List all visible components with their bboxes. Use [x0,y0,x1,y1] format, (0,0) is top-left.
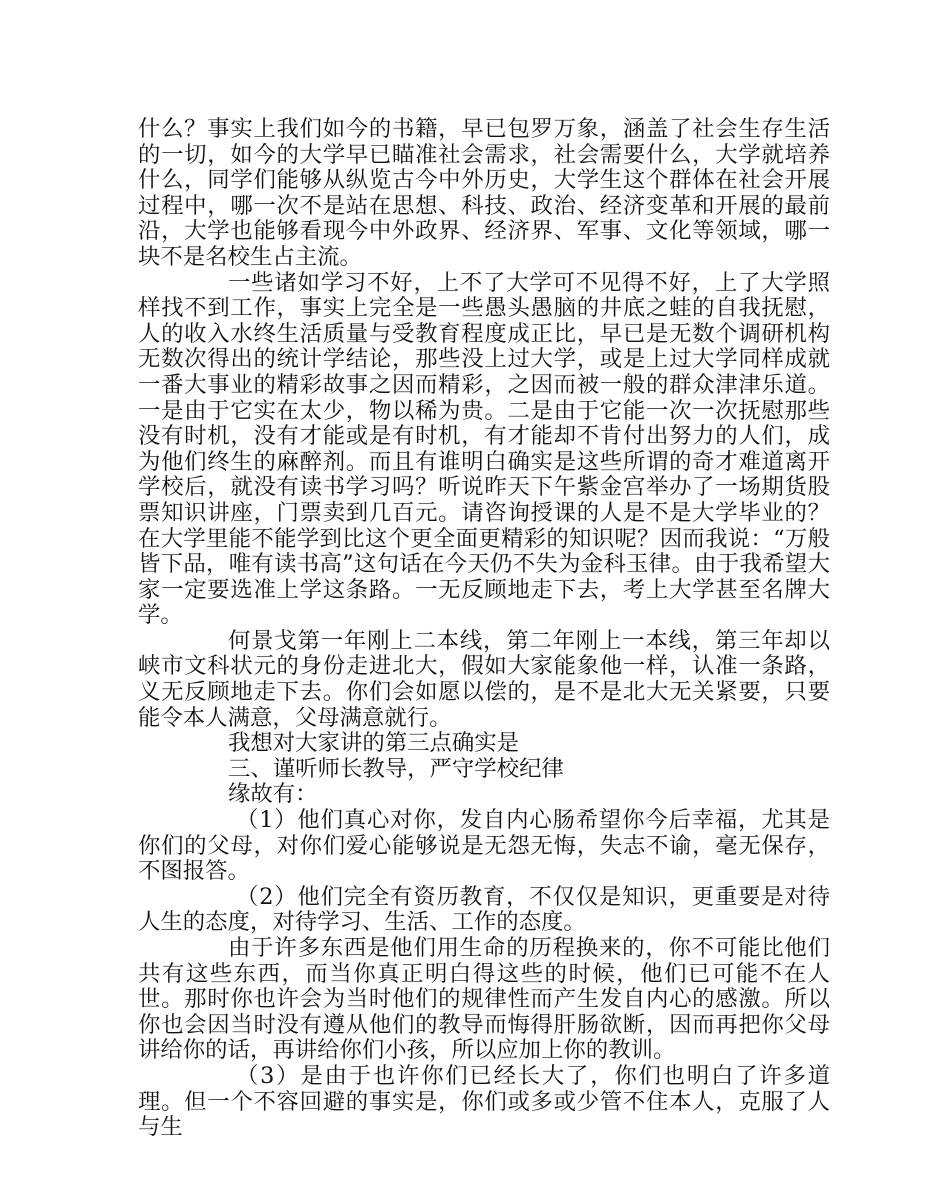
section-heading: 三、谨听师长教导，严守学校纪律 [228,755,564,782]
paragraph-2: 一些诸如学习不好，上不了大学可不见得不好，上了大学照样找不到工作，事实上完全是一些愚头愚脑的井底之蛙的自我抚慰，人的收入水终生活质量与受教育程度成正比，早已是无数个调研机构无数次得出的统计学结论，那些没上过大学，或是上过大学同样成就一番大事业的精彩故事之因而精彩，之因而被一般的群众津津乐道。一是由于它实在太少，物以稀为贵。二是由于它能一次一次抚慰那些没有时机，没有才能或是有时机，有才能却不肯付出努力的人们，成为他们终生的麻醉剂。而且有谁明白确实是这些所谓的奇才难道离开学校后，就没有读书学习吗？听说昨天下午紫金宫举办了一场期货股票知识讲座，门票卖到几百元。请咨询授课的人是不是大学毕业的？在大学里能不能学到比这个更全面更精彩的知识呢？因而我说：“万般皆下品，唯有读书高”这句话在今天仍不失为金科玉律。由于我希望大家一定要选准上学这条路。一无反顾地走下去，考上大学甚至名牌大学。 [138,269,830,629]
paragraph-4: 我想对大家讲的第三点确实是 [228,730,520,757]
document-body [138,117,830,1141]
paragraph-9: 由于许多东西是他们用生命的历程换来的，你不可能比他们共有这些东西，而当你真正明白得这些的时候，他们已可能不在人世。那时你也许会为当时他们的规律性而产生发自内心的感激。所以你也会因当时没有遵从他们的教导而悔得肝肠欲断，因而再把你父母讲给你的话，再讲给你们小孩，所以应加上你的教训。 [138,935,830,1064]
paragraph-6: 缘故有： [228,781,318,808]
paragraph-3: 何景戈第一年刚上二本线，第二年刚上一本线，第三年却以峡市文科状元的身份走进北大，假如大家能象他一样，认准一条路，义无反顾地走下去。你们会如愿以偿的，是不是北大无关紧要，只要能令本人满意，父母满意就行。 [138,627,830,731]
paragraph-10: （3）是由于也许你们已经长大了，你们也明白了许多道理。但一个不容回避的事实是，你们或多或少管不住本人，克服了人与生 [138,1062,830,1141]
paragraph-1: 什么？事实上我们如今的书籍，早已包罗万象，涵盖了社会生存生活的一切，如今的大学早已瞄准社会需求，社会需要什么，大学就培养什么，同学们能够从纵览古今中外历史，大学生这个群体在社会开展过程中，哪一次不是站在思想、科技、政治、经济变革和开展的最前沿，大学也能够看现今中外政界、经济界、军事、文化等领域，哪一块不是名校生占主流。 [138,116,830,270]
paragraph-7: （1）他们真心对你，发自内心肠希望你今后幸福，尤其是你们的父母，对你们爱心能够说是无怨无悔，失志不谕，毫无保存，不图报答。 [138,807,830,885]
paragraph-8: （2）他们完全有资历教育，不仅仅是知识，更重要是对待人生的态度，对待学习、生活、工作的态度。 [138,883,830,936]
